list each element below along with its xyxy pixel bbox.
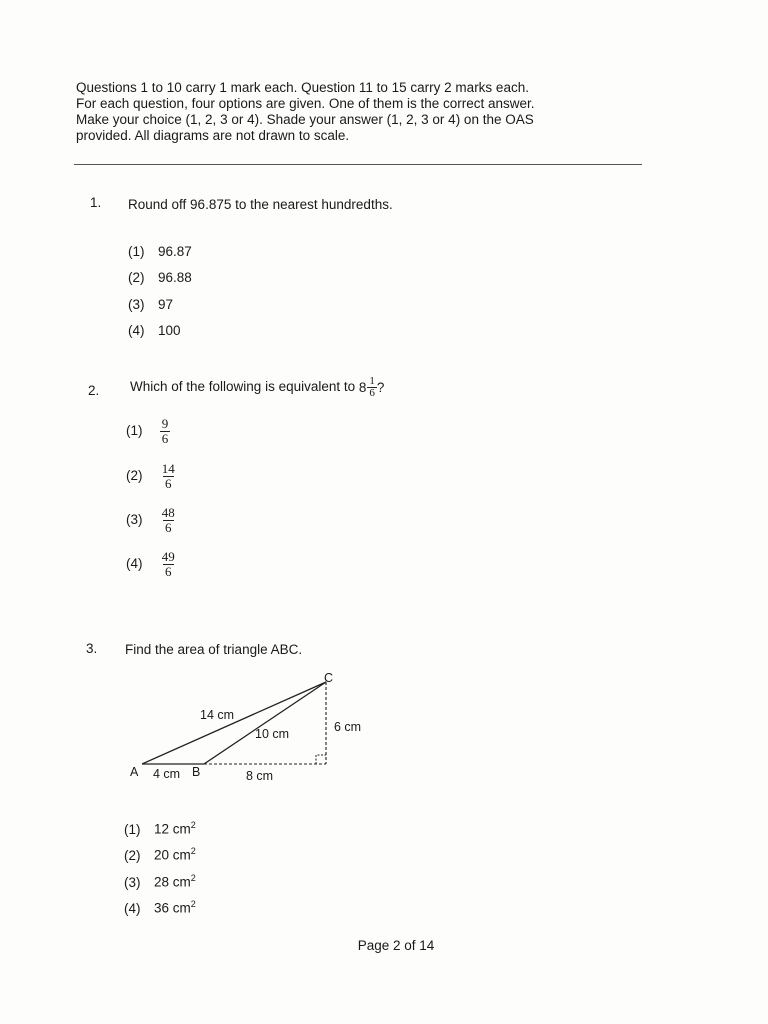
q2-whole: 8 (358, 380, 367, 395)
option-fraction (160, 506, 177, 535)
option-label: (1) (126, 423, 143, 439)
label-height: 6 cm (334, 720, 362, 734)
header-divider (74, 164, 642, 165)
q3-option-4[interactable] (124, 899, 196, 916)
q1-number: 1. (90, 195, 102, 210)
fraction-numerator: 9 (161, 416, 169, 431)
instructions-line-2: For each question, four options are given. One of them is the correct answer. (76, 96, 535, 111)
label-ab-length: 4 cm (153, 767, 181, 781)
q2-option-3[interactable] (126, 506, 177, 535)
q1-option-4[interactable] (128, 323, 181, 338)
q2-text-body: Which of the following is equivalent to (130, 379, 356, 395)
option-unit-exponent: 2 (190, 873, 196, 883)
q2-option-4[interactable] (126, 550, 177, 579)
option-fraction (160, 550, 177, 579)
q1-option-1[interactable] (128, 244, 192, 259)
triangle-abc-diagram (120, 662, 380, 792)
q3-option-2[interactable] (124, 846, 196, 863)
label-ac-length: 14 cm (200, 708, 235, 722)
fraction-numerator: 14 (161, 461, 175, 476)
fraction-denominator: 6 (161, 431, 169, 446)
option-unit-exponent: 2 (190, 820, 196, 830)
label-b: B (192, 765, 201, 779)
q3-option-1[interactable] (124, 820, 196, 837)
q2-frac-den: 6 (369, 387, 375, 399)
q1-text: Round off 96.875 to the nearest hundredths. (128, 197, 393, 212)
side-bc (204, 682, 326, 764)
option-label: (4) (124, 900, 141, 916)
option-label: (3) (126, 512, 143, 528)
label-bc-length: 10 cm (255, 727, 290, 741)
option-unit-exponent: 2 (190, 846, 196, 856)
instructions-line-1: Questions 1 to 10 carry 1 mark each. Question 11 to 15 carry 2 marks each. (76, 80, 529, 95)
q2-qmark: ? (376, 380, 385, 395)
option-value: 12 cm (154, 821, 191, 837)
label-base-extension: 8 cm (246, 769, 274, 783)
fraction-numerator: 48 (161, 505, 175, 520)
option-label: (3) (128, 297, 145, 312)
q2-text (130, 376, 384, 399)
page-number: Page 2 of 14 (357, 938, 435, 953)
option-value: 36 cm (154, 900, 191, 916)
instructions (76, 80, 656, 144)
option-label: (2) (126, 468, 143, 484)
q2-frac-num: 1 (369, 375, 375, 387)
option-fraction (160, 417, 171, 446)
fraction-denominator: 6 (165, 520, 172, 535)
option-value: 96.88 (158, 270, 192, 285)
option-value: 97 (158, 297, 174, 312)
fraction-numerator: 49 (161, 549, 175, 564)
q3-text: Find the area of triangle ABC. (125, 642, 303, 657)
q2-mixed-number (359, 376, 385, 399)
instructions-line-4: provided. All diagrams are not drawn to scale. (76, 128, 350, 143)
q3-option-3[interactable] (124, 873, 196, 890)
option-value: 28 cm (154, 874, 191, 890)
option-label: (4) (126, 556, 143, 572)
label-c: C (324, 671, 334, 685)
q2-option-1[interactable] (126, 417, 170, 446)
option-label: (3) (124, 874, 141, 890)
option-fraction (160, 462, 177, 491)
right-angle-marker (316, 755, 326, 764)
q3-number: 3. (86, 641, 98, 656)
q1-option-3[interactable] (128, 297, 173, 312)
option-label: (4) (128, 323, 145, 338)
q2-fraction (367, 376, 377, 399)
q2-option-2[interactable] (126, 462, 177, 491)
option-label: (2) (128, 270, 145, 285)
q2-number: 2. (88, 383, 100, 398)
option-label: (1) (124, 821, 141, 837)
label-a: A (130, 765, 139, 779)
side-ac (142, 682, 326, 764)
option-label: (1) (128, 244, 145, 259)
option-unit-exponent: 2 (190, 899, 196, 909)
option-label: (2) (124, 847, 141, 863)
instructions-line-3: Make your choice (1, 2, 3 or 4). Shade your answer (1, 2, 3 or 4) on the OAS (76, 112, 534, 127)
fraction-denominator: 6 (165, 564, 172, 579)
option-value: 20 cm (154, 847, 191, 863)
option-value: 96.87 (158, 244, 192, 259)
q1-option-2[interactable] (128, 270, 192, 285)
option-value: 100 (158, 323, 181, 338)
fraction-denominator: 6 (165, 476, 172, 491)
